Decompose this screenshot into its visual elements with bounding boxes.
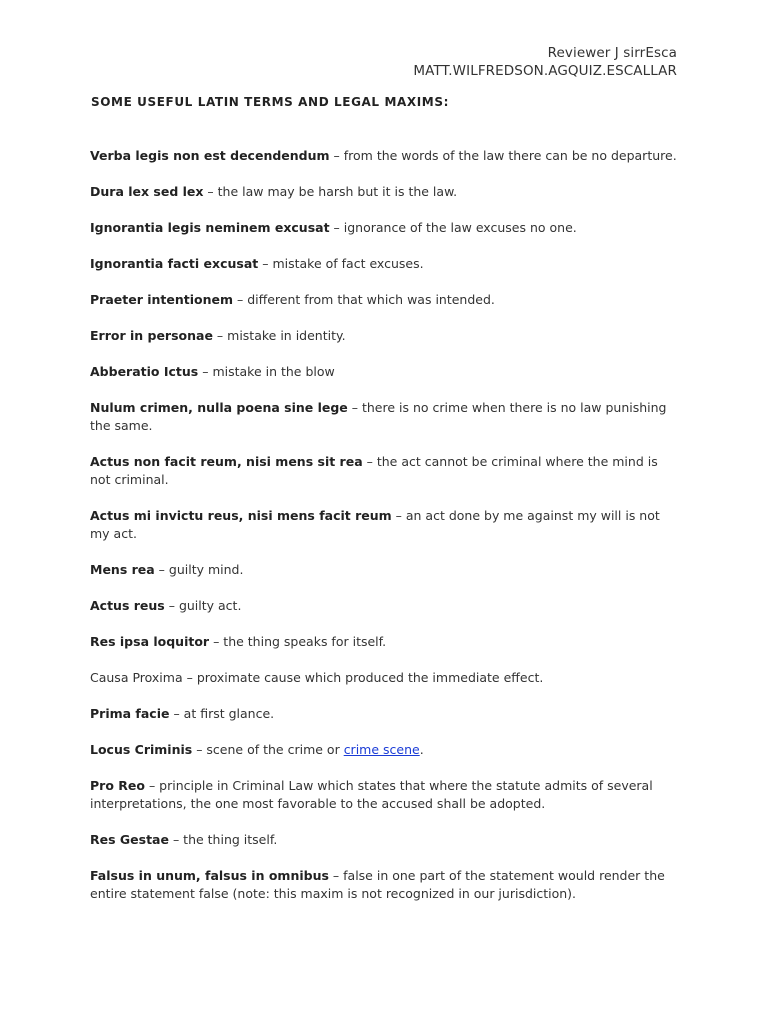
maxim-term: Mens rea [90,562,155,577]
maxim-term: Actus mi invictu reus, nisi mens facit reum [90,508,392,523]
maxim-definition: there is no crime when there is no law punishing the same. [90,400,667,433]
maxim-term: Actus non facit reum, nisi mens sit rea [90,454,363,469]
maxim-entry: Falsus in unum, falsus in omnibus – false in one part of the statement would render the entire statement false (note: this maxim is not recognized in our jurisdiction). [90,868,665,901]
maxim-entry: Ignorantia facti excusat – mistake of fact excuses. [90,256,424,271]
maxim-entry: Causa Proxima – proximate cause which produced the immediate effect. [90,670,544,685]
maxim-term: Nulum crimen, nulla poena sine lege [90,400,348,415]
maxim-definition: the law may be harsh but it is the law. [217,184,458,199]
maxim-definition: mistake in identity. [227,328,346,343]
maxim-definition: false in one part of the statement would render the entire statement false (note: this maxim is not recognized in our jurisdiction). [90,868,665,901]
maxim-definition: ignorance of the law excuses no one. [343,220,577,235]
page-header [413,44,677,80]
maxim-definition: from the words of the law there can be no departure. [343,148,677,163]
maxim-definition: scene of the crime or [206,742,344,757]
maxim-term: Dura lex sed lex [90,184,204,199]
maxims-list [90,147,678,921]
maxim-entry: Ignorantia legis neminem excusat – ignorance of the law excuses no one. [90,220,577,235]
maxim-term: Ignorantia legis neminem excusat [90,220,330,235]
maxim-entry: Nulum crimen, nulla poena sine lege – there is no crime when there is no law punishing the same. [90,400,667,433]
maxim-term: Ignorantia facti excusat [90,256,259,271]
maxim-definition: different from that which was intended. [247,292,495,307]
maxim-entry: Verba legis non est decendendum – from the words of the law there can be no departure. [90,148,677,163]
maxim-definition: at first glance. [183,706,275,721]
maxim-term: Praeter intentionem [90,292,233,307]
crime-scene-link[interactable]: crime scene [343,742,420,757]
header-reviewer-line: Reviewer J sirrEsca [547,45,677,61]
maxim-entry: Mens rea – guilty mind. [90,562,244,577]
maxim-entry: Prima facie – at first glance. [90,706,275,721]
maxim-term: Error in personae [90,328,213,343]
maxim-definition: principle in Criminal Law which states that where the statute admits of several interpretations, the one most favorable to the accused shall be adopted. [90,778,653,811]
maxim-term: Res Gestae [90,832,169,847]
maxim-term: Pro Reo [90,778,145,793]
maxim-term: Res ipsa loquitor [90,634,210,649]
maxim-entry: Dura lex sed lex – the law may be harsh but it is the law. [90,184,458,199]
maxim-term: Abberatio Ictus [90,364,199,379]
maxim-entry: Locus Criminis – scene of the crime or crime scene. [90,742,424,757]
maxim-definition: guilty mind. [168,562,244,577]
maxim-term: Verba legis non est decendendum [90,148,330,163]
maxim-entry: Error in personae – mistake in identity. [90,328,346,343]
maxim-term: Locus Criminis [90,742,193,757]
maxim-term: Falsus in unum, falsus in omnibus [90,868,329,883]
document-title: SOME USEFUL LATIN TERMS AND LEGAL MAXIMS: [91,95,449,109]
maxim-definition: proximate cause which produced the immediate effect. [196,670,544,685]
maxim-term: Actus reus [90,598,165,613]
header-author-line: MATT.WILFREDSON.AGQUIZ.ESCALLAR [413,63,677,79]
maxim-definition: mistake in the blow [212,364,335,379]
maxim-entry: Actus non facit reum, nisi mens sit rea – the act cannot be criminal where the mind is not criminal. [90,454,658,487]
maxim-entry: Praeter intentionem – different from that which was intended. [90,292,495,307]
maxim-definition: the thing itself. [183,832,278,847]
maxim-entry: Actus reus – guilty act. [90,598,242,613]
maxim-definition: an act done by me against my will is not my act. [90,508,660,541]
maxim-entry: Res Gestae – the thing itself. [90,832,278,847]
maxim-definition: guilty act. [178,598,242,613]
maxim-term: Prima facie [90,706,170,721]
maxim-entry: Pro Reo – principle in Criminal Law which states that where the statute admits of several interpretations, the one most favorable to the accused shall be adopted. [90,778,653,811]
maxim-definition: mistake of fact excuses. [272,256,424,271]
maxim-definition: the thing speaks for itself. [223,634,387,649]
maxim-entry: Res ipsa loquitor – the thing speaks for itself. [90,634,387,649]
maxim-entry: Abberatio Ictus – mistake in the blow [90,364,335,379]
maxim-entry: Actus mi invictu reus, nisi mens facit reum – an act done by me against my will is not my act. [90,508,660,541]
maxim-definition: the act cannot be criminal where the mind is not criminal. [90,454,658,487]
maxim-term: Causa Proxima [90,670,183,685]
